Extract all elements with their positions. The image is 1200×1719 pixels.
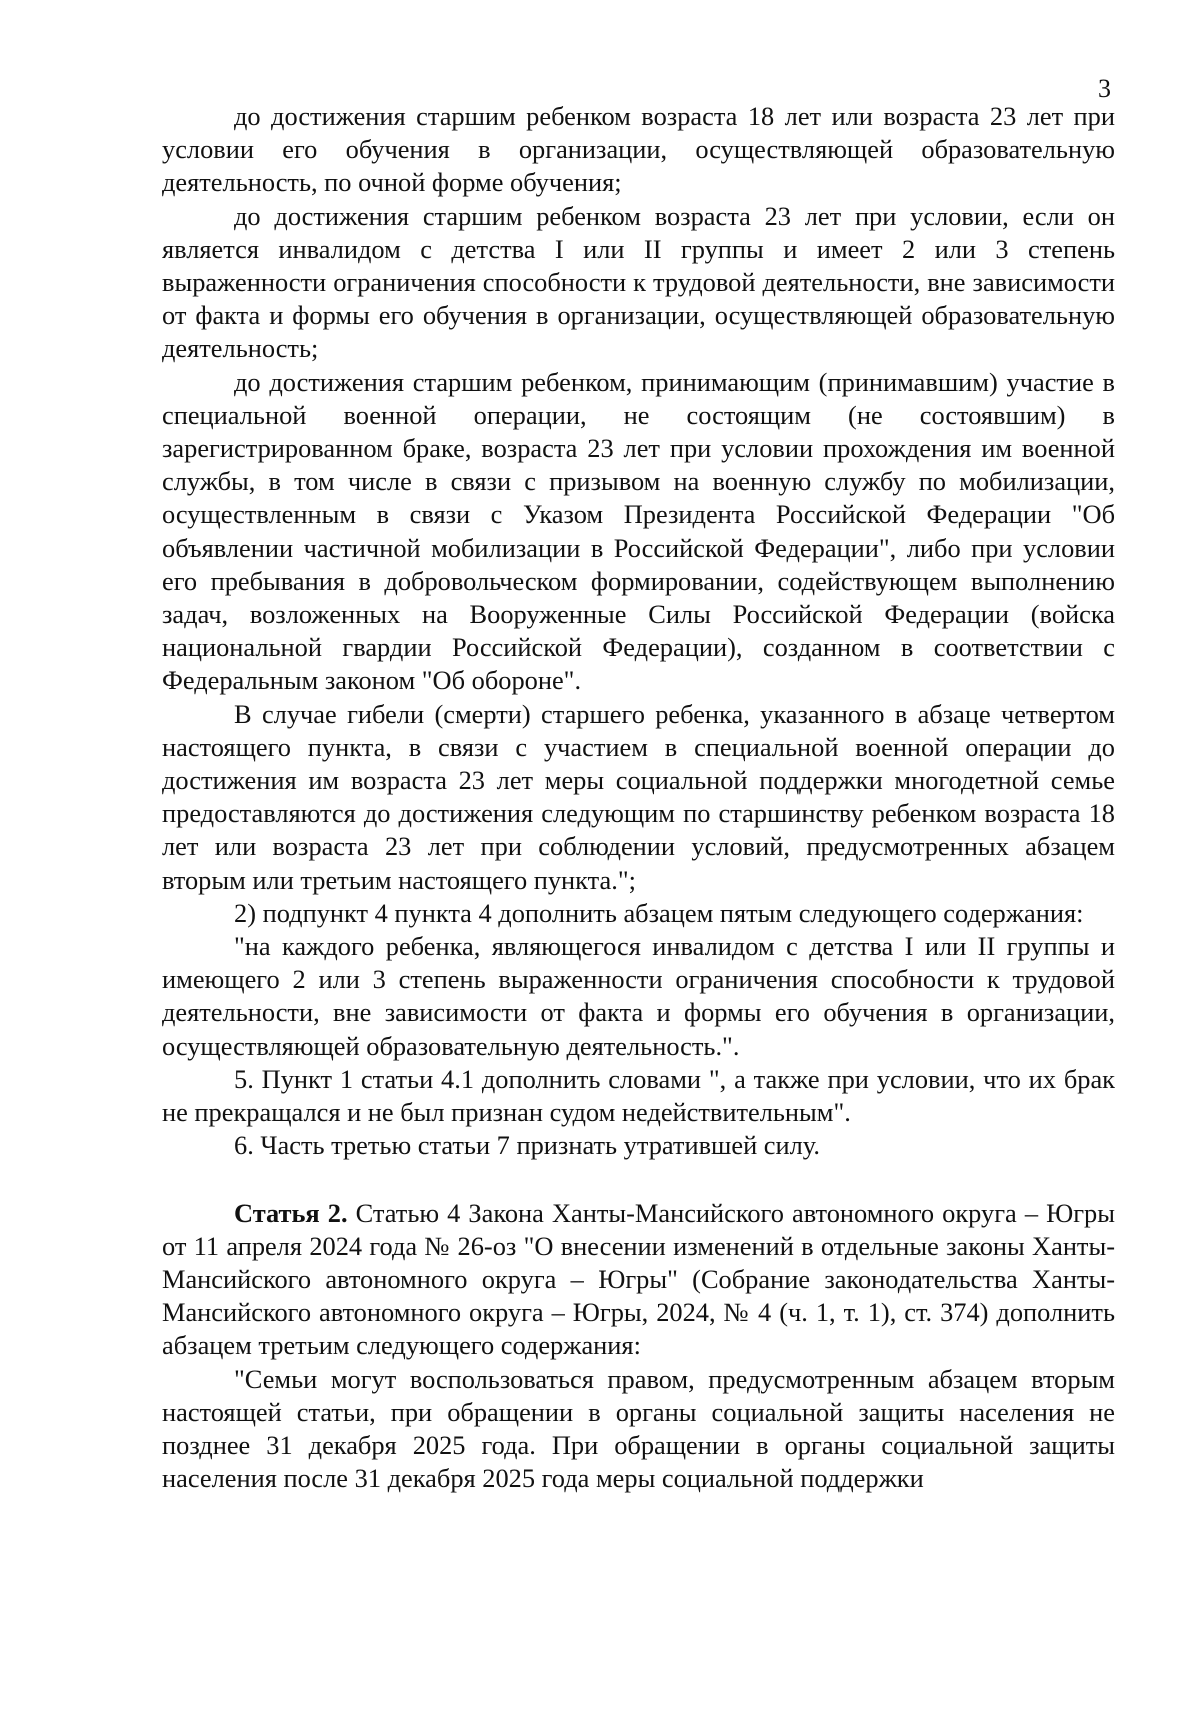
article-2-text: Статью 4 Закона Ханты-Мансийского автономного округа – Югры от 11 апреля 2024 года № 26-оз "О внесении изменений в отдельные законы Ханты-Мансийского автономного округа – Югры" (Собрание законодательства Ханты-Мансийского автономного округа – Югры, 2024, № 4 (ч. 1, т. 1), ст. 374) дополнить абзацем третьим следующего содержания: <box>162 1197 1115 1361</box>
paragraph-5: 2) подпункт 4 пункта 4 дополнить абзацем пятым следующего содержания: <box>234 897 1084 928</box>
article-2-label: Статья 2. <box>234 1197 348 1228</box>
paragraph-3: до достижения старшим ребенком, принимающим (принимавшим) участие в специальной военной операции, не состоящим (не состоявшим) в зарегистрированном браке, возраста 23 лет при условии прохождения им военной службы, в том числе в связи с призывом на военную службу по мобилизации, осуществленным в связи с Указом Президента Российской Федерации "Об объявлении частичной мобилизации в Российской Федерации", либо при условии его пребывания в добровольческом формировании, содействующем выполнению задач, возложенных на Вооруженные Силы Российской Федерации (войска национальной гвардии Российской Федерации), созданном в соответствии с Федеральным законом "Об обороне". <box>162 366 1115 696</box>
paragraph-7: 5. Пункт 1 статьи 4.1 дополнить словами ", а также при условии, что их брак не прекращался и не был признан судом недействительным". <box>162 1063 1115 1128</box>
paragraph-1: до достижения старшим ребенком возраста 18 лет или возраста 23 лет при условии его обучения в организации, осуществляющей образовательную деятельность, по очной форме обучения; <box>162 101 1115 198</box>
final-paragraph: "Семьи могут воспользоваться правом, предусмотренным абзацем вторым настоящей статьи, при обращении в органы социальной защиты населения не позднее 31 декабря 2025 года. При обращении в органы социальной защиты населения после 31 декабря 2025 года меры социальной поддержки <box>162 1363 1115 1494</box>
paragraph-2: до достижения старшим ребенком возраста 23 лет при условии, если он является инвалидом с детства I или II группы и имеет 2 или 3 степень выраженности ограничения способности к трудовой деятельности, вне зависимости от факта и формы его обучения в организации, осуществляющей образовательную деятельность; <box>162 200 1115 364</box>
paragraph-8: 6. Часть третью статьи 7 признать утратившей силу. <box>234 1130 820 1161</box>
page-number: 3 <box>1098 74 1111 103</box>
document-body <box>162 100 1115 1495</box>
paragraph-4: В случае гибели (смерти) старшего ребенка, указанного в абзаце четвертом настоящего пункта, в связи с участием в специальной военной операции до достижения им возраста 23 лет меры социальной поддержки многодетной семье предоставляются до достижения следующим по старшинству ребенком возраста 18 лет или возраста 23 лет при соблюдении условий, предусмотренных абзацем вторым или третьим настоящего пункта."; <box>162 698 1115 895</box>
article-2-paragraph <box>162 1197 1115 1363</box>
paragraph-6: "на каждого ребенка, являющегося инвалидом с детства I или II группы и имеющего 2 или 3 степень выраженности ограничения способности к трудовой деятельности, вне зависимости от факта и формы его обучения в организации, осуществляющей образовательную деятельность.". <box>162 931 1115 1061</box>
